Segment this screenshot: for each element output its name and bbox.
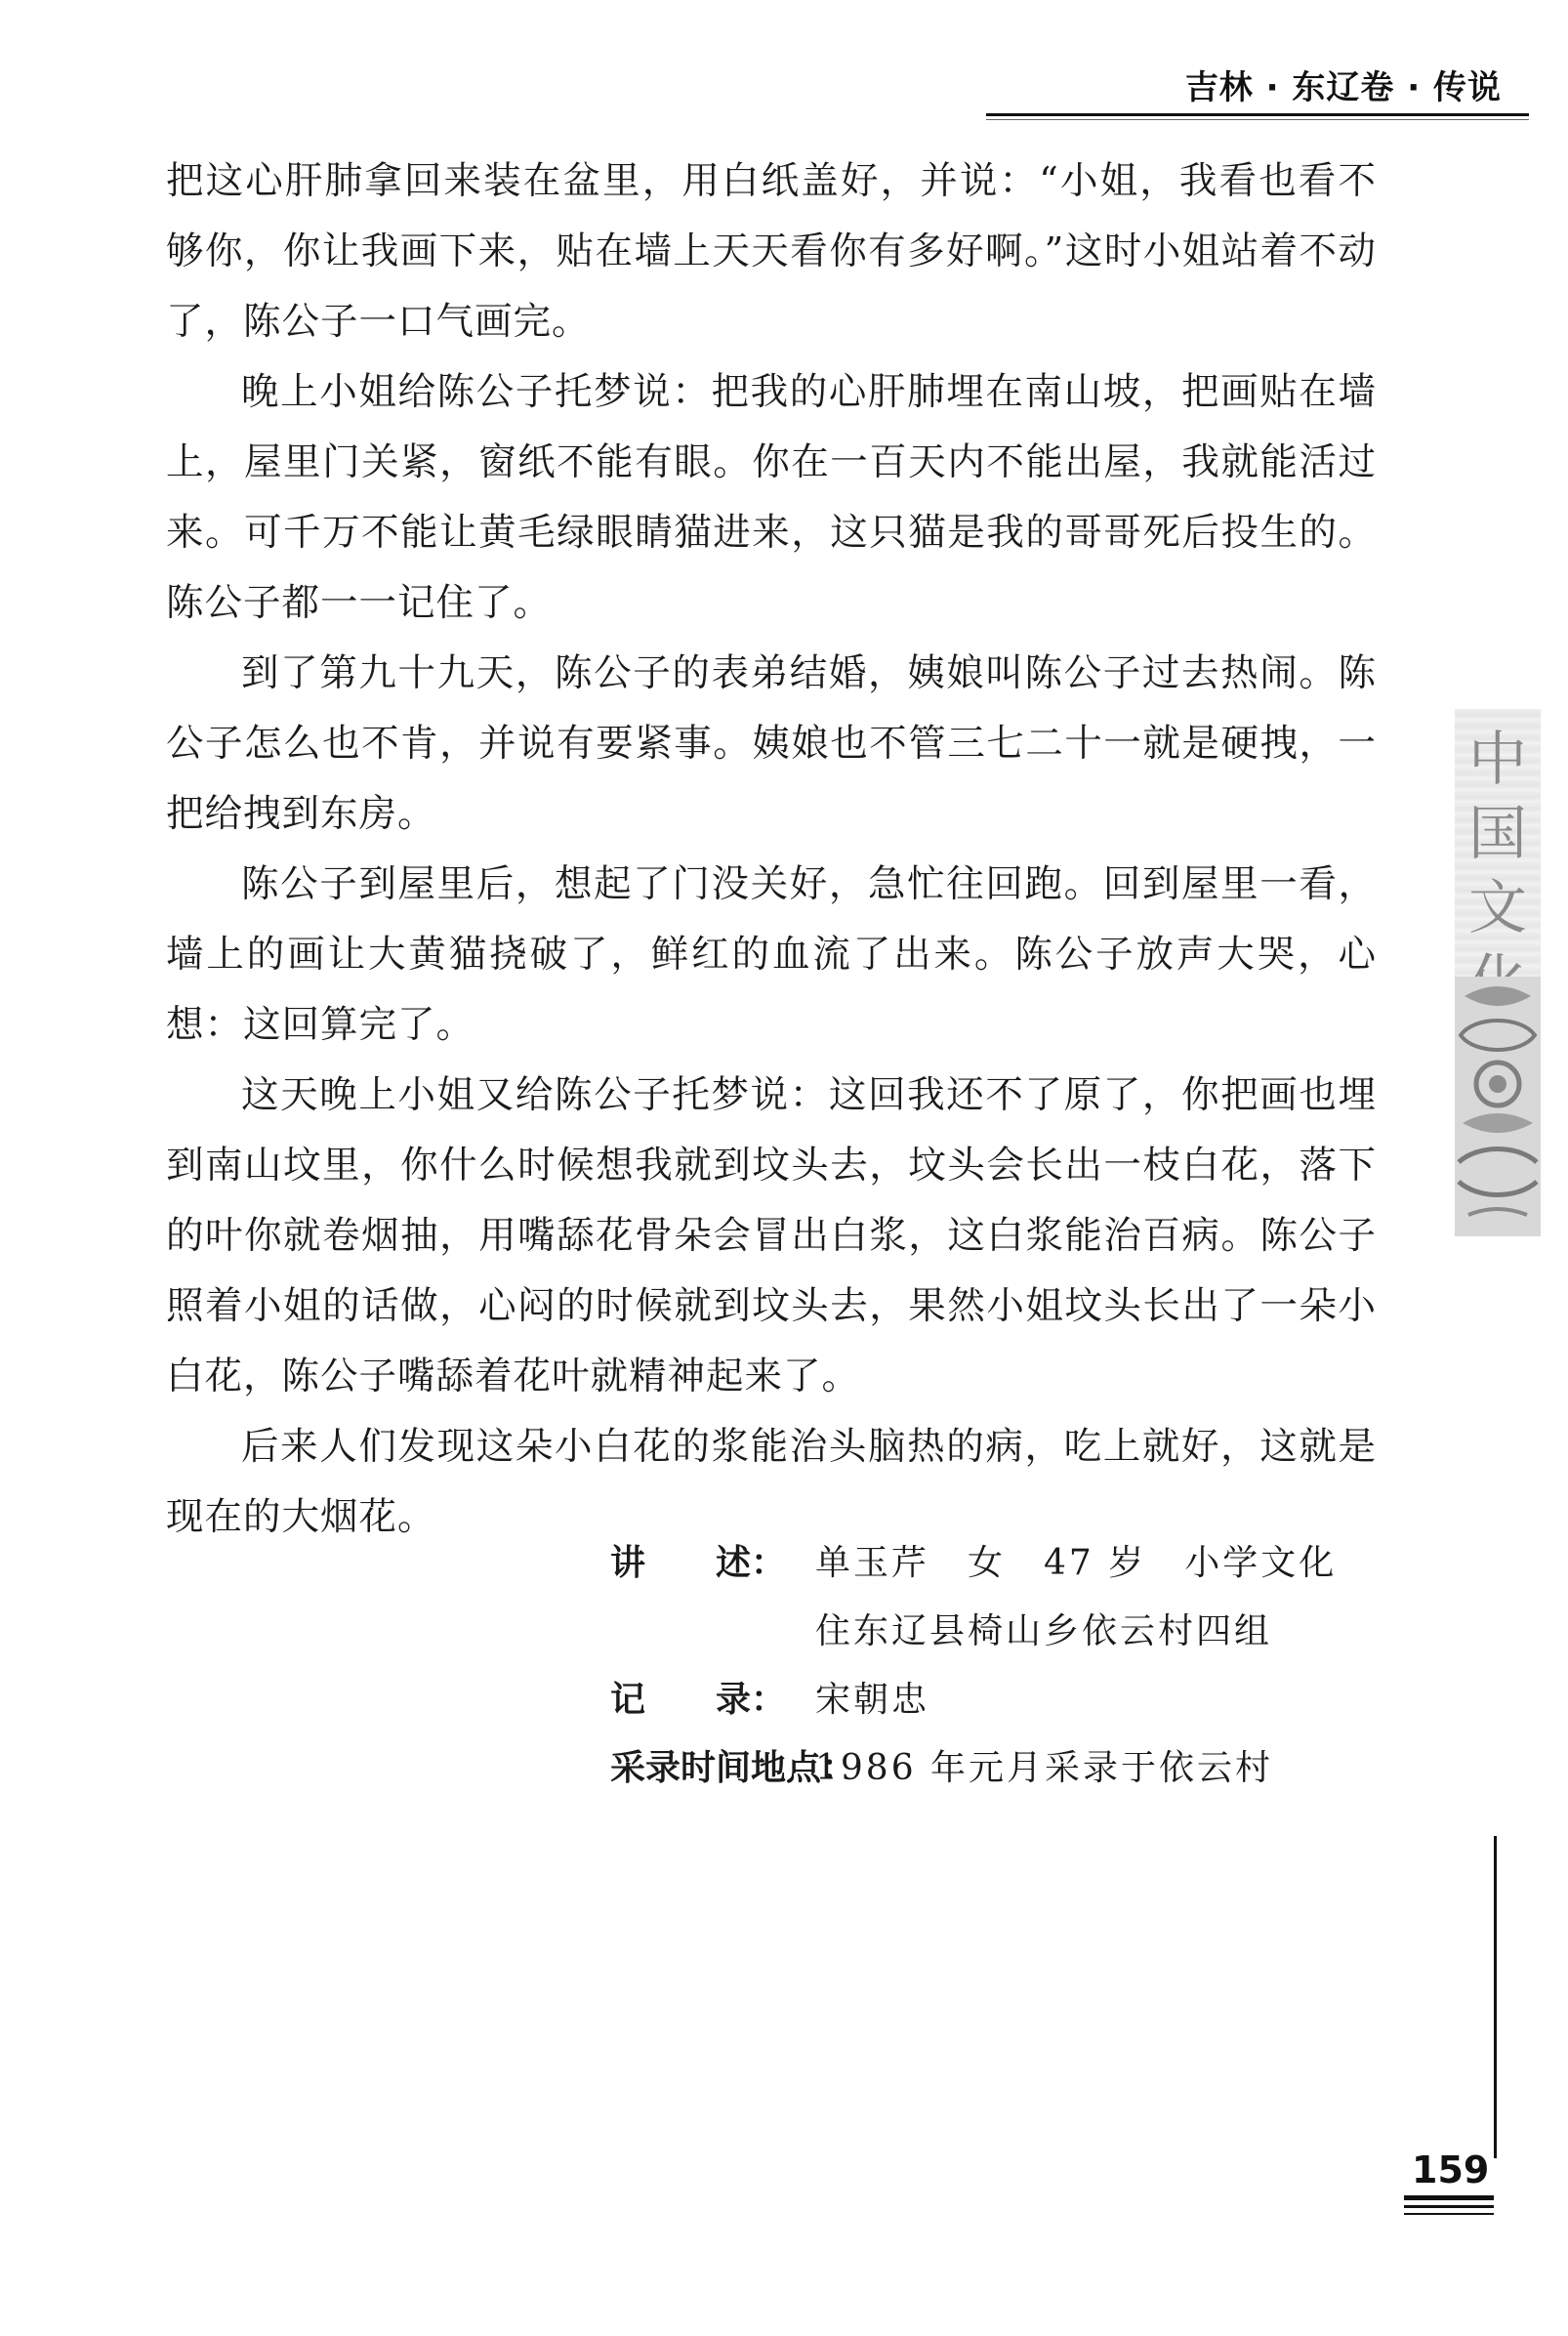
page-number-rule-1: [1404, 2195, 1494, 2200]
paragraph-5: 这天晚上小姐又给陈公子托梦说：这回我还不了原了，你把画也埋到南山坟里，你什么时候想我就到坟头去，坟头会长出一枝白花，落下的叶你就卷烟抽，用嘴舔花骨朵会冒出白浆，这白浆能治百病。陈公子照着小姐的话做，心闷的时候就到坟头去，果然小姐坟头长出了一朵小白花，陈公子嘴舔着花叶就精神起来了。: [166, 1073, 1377, 1398]
recorder-value: 宋朝忠: [815, 1680, 930, 1720]
recorder-row: [610, 1666, 1391, 1734]
side-tab-pattern-icon: [1455, 977, 1541, 1236]
narrator-row: [610, 1529, 1391, 1598]
time-place-row: [610, 1734, 1391, 1803]
running-header: 吉林 · 东辽卷 · 传说: [1184, 68, 1502, 107]
page-number: 159: [1412, 2148, 1490, 2191]
time-place-value: 1986 年元月采录于依云村: [815, 1748, 1274, 1788]
paragraph-1: 把这心肝肺拿回来装在盆里，用白纸盖好，并说：“小姐，我看也看不够你，你让我画下来，贴在墙上天天看你有多好啊。”这时小姐站着不动了，陈公子一口气画完。: [166, 159, 1377, 344]
narrator-address-row: [610, 1598, 1391, 1666]
paragraph-3: 到了第九十九天，陈公子的表弟结婚，姨娘叫陈公子过去热闹。陈公子怎么也不肯，并说有要紧事。姨娘也不管三七二十一就是硬拽，一把给拽到东房。: [166, 651, 1377, 836]
narrator-address: 住东辽县椅山乡依云村四组: [815, 1611, 1273, 1651]
narrator-label: 讲 述：: [610, 1543, 787, 1583]
page-number-rule-2: [1404, 2205, 1494, 2208]
paragraph-6: 后来人们发现这朵小白花的浆能治头脑热的病，吃上就好，这就是现在的大烟花。: [166, 1425, 1377, 1539]
header-rule: [986, 113, 1529, 116]
narrator-value: 单玉芹 女 47 岁 小学文化: [815, 1543, 1338, 1583]
header-rule-thin: [986, 119, 1529, 120]
right-margin-rule: [1494, 1836, 1497, 2158]
story-body: [166, 146, 1377, 1553]
credits-block: [610, 1529, 1391, 1803]
time-place-label: 采录时间地点：: [610, 1748, 857, 1788]
paragraph-2: 晚上小姐给陈公子托梦说：把我的心肝肺埋在南山坡，把画贴在墙上，屋里门关紧，窗纸不能有眼。你在一百天内不能出屋，我就能活过来。可千万不能让黄毛绿眼睛猫进来，这只猫是我的哥哥死后投生的。陈公子都一一记住了。: [166, 370, 1377, 625]
paragraph-4: 陈公子到屋里后，想起了门没关好，急忙往回跑。回到屋里一看，墙上的画让大黄猫挠破了，鲜红的血流了出来。陈公子放声大哭，心想：这回算完了。: [166, 862, 1377, 1047]
side-tab-label: 中国文: [1468, 726, 1527, 942]
page-number-rule-3: [1404, 2213, 1494, 2215]
recorder-label: 记 录：: [610, 1680, 787, 1720]
